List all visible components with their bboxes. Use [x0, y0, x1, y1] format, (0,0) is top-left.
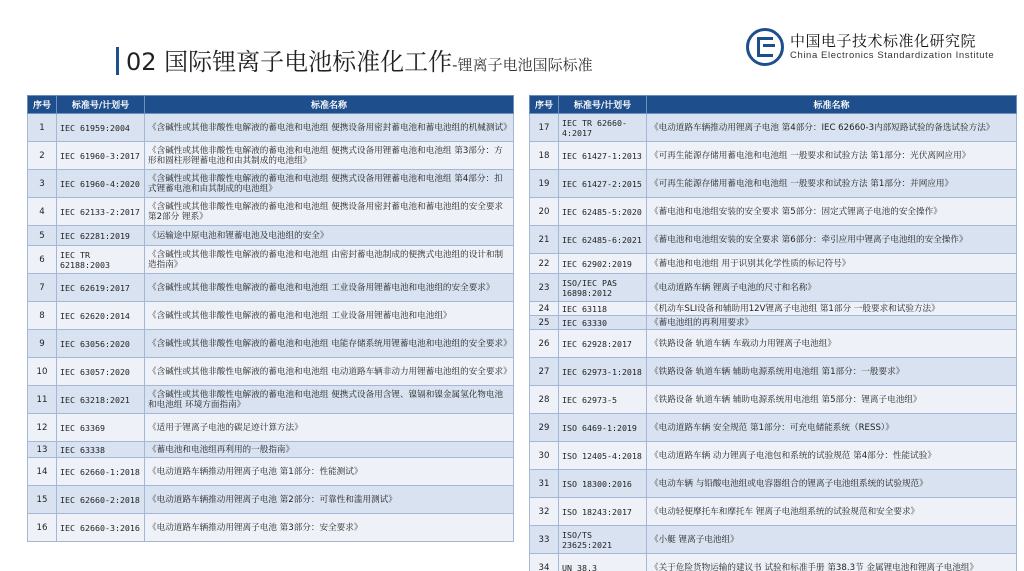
table-row: [28, 486, 514, 514]
cell-code: IEC 63218:2021: [57, 386, 145, 414]
cell-name: 《电动道路车辆推动用锂离子电池 第4部分：IEC 62660-3内部短路试验的备选试验方法》: [647, 114, 1017, 142]
cell-name: 《电动道路车辆推动用锂离子电池 第2部分：可靠性和滥用测试》: [145, 486, 514, 514]
cell-name: 《电动道路车辆 锂离子电池的尺寸和名称》: [647, 274, 1017, 302]
cell-code: IEC 62281:2019: [57, 226, 145, 246]
cell-name: 《蓄电池组的再利用要求》: [647, 316, 1017, 330]
cell-name: 《含碱性或其他非酸性电解液的蓄电池和电池组 便携式设备用锂蓄电池和电池组 第4部分：扣式锂蓄电池和由其制成的电池组》: [145, 170, 514, 198]
logo-english-name: China Electronics Standardization Institute: [790, 50, 995, 61]
cell-name: 《电动道路车辆推动用锂离子电池 第1部分：性能测试》: [145, 458, 514, 486]
cell-code: IEC 62619:2017: [57, 274, 145, 302]
cell-name: 《可再生能源存储用蓄电池和电池组 一般要求和试验方法 第1部分：光伏离网应用》: [647, 142, 1017, 170]
cell-name: 《可再生能源存储用蓄电池和电池组 一般要求和试验方法 第1部分：并网应用》: [647, 170, 1017, 198]
cell-name: 《铁路设备 轨道车辆 辅助电源系统用电池组 第5部分：锂离子电池组》: [647, 386, 1017, 414]
table-row: [28, 302, 514, 330]
cell-code: IEC TR 62660-4:2017: [559, 114, 647, 142]
cell-code: IEC 61959:2004: [57, 114, 145, 142]
cell-code: ISO 6469-1:2019: [559, 414, 647, 442]
cell-name: 《蓄电池和电池组安装的安全要求 第5部分：固定式锂离子电池的安全操作》: [647, 198, 1017, 226]
cell-code: ISO 18300:2016: [559, 470, 647, 498]
cell-code: IEC 62928:2017: [559, 330, 647, 358]
cell-code: ISO/IEC PAS 16898:2012: [559, 274, 647, 302]
table-row: [530, 302, 1017, 316]
cell-code: IEC 62660-3:2016: [57, 514, 145, 542]
cell-name: 《蓄电池和电池组 用于识别其化学性质的标记符号》: [647, 254, 1017, 274]
cell-name: 《蓄电池和电池组安装的安全要求 第6部分：牵引应用中锂离子电池组的安全操作》: [647, 226, 1017, 254]
cell-name: 《含碱性或其他非酸性电解液的蓄电池和电池组 便携式设备用锂蓄电池和电池组 第3部分：方形和圆柱形锂蓄电池和由其制成的电池组》: [145, 142, 514, 170]
cell-code: IEC 63056:2020: [57, 330, 145, 358]
cell-no: 3: [28, 170, 57, 198]
cell-name: 《含碱性或其他非酸性电解液的蓄电池和电池组 电动道路车辆非动力用锂蓄电池组的安全要求》: [145, 358, 514, 386]
title-main: 02 国际锂离子电池标准化工作: [126, 48, 453, 76]
cell-code: UN 38.3: [559, 554, 647, 571]
table-row: [530, 554, 1017, 571]
cell-no: 11: [28, 386, 57, 414]
cell-code: IEC 62902:2019: [559, 254, 647, 274]
cell-no: 26: [530, 330, 559, 358]
standards-table-right: [529, 95, 1017, 571]
cell-name: 《电动轻便摩托车和摩托车 锂离子电池组系统的试验规范和安全要求》: [647, 498, 1017, 526]
cell-code: IEC 63369: [57, 414, 145, 442]
cell-code: IEC 62660-1:2018: [57, 458, 145, 486]
cell-name: 《机动车SLI设备和辅助用12V锂离子电池组 第1部分 一般要求和试验方法》: [647, 302, 1017, 316]
header-name: 标准名称: [145, 96, 514, 114]
page-title: [126, 42, 593, 77]
cell-code: IEC 61960-3:2017: [57, 142, 145, 170]
cell-no: 30: [530, 442, 559, 470]
table-row: [530, 526, 1017, 554]
cell-no: 10: [28, 358, 57, 386]
cell-code: IEC 62485-5:2020: [559, 198, 647, 226]
cell-name: 《含碱性或其他非酸性电解液的蓄电池和电池组 便携式设备用含锂、镍镉和镍金属氢化物电池和电池组 环境方面指南》: [145, 386, 514, 414]
cell-no: 22: [530, 254, 559, 274]
table-row: [530, 198, 1017, 226]
table-row: [28, 458, 514, 486]
cell-code: IEC 63118: [559, 302, 647, 316]
cell-name: 《铁路设备 轨道车辆 辅助电源系统用电池组 第1部分：一般要求》: [647, 358, 1017, 386]
cell-code: IEC 62660-2:2018: [57, 486, 145, 514]
cell-code: IEC 63057:2020: [57, 358, 145, 386]
cell-code: ISO 18243:2017: [559, 498, 647, 526]
cell-no: 8: [28, 302, 57, 330]
cell-no: 16: [28, 514, 57, 542]
table-row: [28, 142, 514, 170]
cell-name: 《运输途中原电池和锂蓄电池及电池组的安全》: [145, 226, 514, 246]
cell-code: ISO/TS 23625:2021: [559, 526, 647, 554]
table-row: [530, 414, 1017, 442]
cell-name: 《含碱性或其他非酸性电解液的蓄电池和电池组 便携设备用密封蓄电池和蓄电池组的安全要求 第2部分 锂系》: [145, 198, 514, 226]
cell-code: ISO 12405-4:2018: [559, 442, 647, 470]
cell-name: 《含碱性或其他非酸性电解液的蓄电池和电池组 电能存储系统用锂蓄电池和电池组的安全要求》: [145, 330, 514, 358]
cell-no: 20: [530, 198, 559, 226]
cell-name: 《小艇 锂离子电池组》: [647, 526, 1017, 554]
cesi-logo-icon: [746, 28, 784, 66]
cell-code: IEC 61427-1:2013: [559, 142, 647, 170]
cell-no: 6: [28, 246, 57, 274]
table-row: [28, 514, 514, 542]
cell-no: 34: [530, 554, 559, 571]
cell-no: 14: [28, 458, 57, 486]
table-header-row: [530, 96, 1017, 114]
cell-no: 18: [530, 142, 559, 170]
cesi-logo: [746, 28, 995, 68]
cell-no: 19: [530, 170, 559, 198]
header-no: 序号: [28, 96, 57, 114]
cell-name: 《电动车辆 与铅酸电池组或电容器组合的锂离子电池组系统的试验规范》: [647, 470, 1017, 498]
table-row: [530, 330, 1017, 358]
cell-no: 23: [530, 274, 559, 302]
cell-code: IEC 62485-6:2021: [559, 226, 647, 254]
table-row: [530, 142, 1017, 170]
table-header-row: [28, 96, 514, 114]
cell-no: 29: [530, 414, 559, 442]
header-code: 标准号/计划号: [559, 96, 647, 114]
table-row: [28, 442, 514, 458]
header-no: 序号: [530, 96, 559, 114]
cell-name: 《电动道路车辆 动力锂离子电池包和系统的试验规范 第4部分：性能试验》: [647, 442, 1017, 470]
cell-name: 《含碱性或其他非酸性电解液的蓄电池和电池组 工业设备用锂蓄电池和电池组》: [145, 302, 514, 330]
header-name: 标准名称: [647, 96, 1017, 114]
table-row: [530, 498, 1017, 526]
table-row: [28, 386, 514, 414]
standards-table-left: [27, 95, 514, 542]
logo-chinese-name: 中国电子技术标准化研究院: [790, 32, 977, 50]
cell-no: 1: [28, 114, 57, 142]
cell-name: 《电动道路车辆 安全规范 第1部分：可充电储能系统（RESS）》: [647, 414, 1017, 442]
table-row: [530, 274, 1017, 302]
cell-code: IEC TR 62188:2003: [57, 246, 145, 274]
table-row: [28, 198, 514, 226]
cell-code: IEC 62620:2014: [57, 302, 145, 330]
table-row: [530, 170, 1017, 198]
table-row: [28, 246, 514, 274]
table-row: [530, 358, 1017, 386]
cell-name: 《含碱性或其他非酸性电解液的蓄电池和电池组 便携设备用密封蓄电池和蓄电池组的机械测试》: [145, 114, 514, 142]
cell-code: IEC 63338: [57, 442, 145, 458]
cell-name: 《电动道路车辆推动用锂离子电池 第3部分：安全要求》: [145, 514, 514, 542]
table-row: [28, 114, 514, 142]
cell-no: 12: [28, 414, 57, 442]
title-subtitle: -锂离子电池国际标准: [452, 56, 593, 74]
cell-no: 4: [28, 198, 57, 226]
cell-no: 25: [530, 316, 559, 330]
cell-code: IEC 62133-2:2017: [57, 198, 145, 226]
cell-no: 28: [530, 386, 559, 414]
table-row: [530, 226, 1017, 254]
cell-code: IEC 61427-2:2015: [559, 170, 647, 198]
cell-code: IEC 63330: [559, 316, 647, 330]
title-accent-bar: [116, 47, 119, 75]
cell-name: 《适用于锂离子电池的碳足迹计算方法》: [145, 414, 514, 442]
table-row: [28, 226, 514, 246]
table-row: [530, 114, 1017, 142]
cell-no: 7: [28, 274, 57, 302]
table-row: [530, 316, 1017, 330]
table-row: [530, 470, 1017, 498]
cell-no: 9: [28, 330, 57, 358]
cell-no: 31: [530, 470, 559, 498]
table-row: [530, 254, 1017, 274]
table-row: [28, 330, 514, 358]
cell-code: IEC 62973-1:2018: [559, 358, 647, 386]
cell-name: 《含碱性或其他非酸性电解液的蓄电池和电池组 由密封蓄电池制成的便携式电池组的设计和制造指南》: [145, 246, 514, 274]
cell-no: 32: [530, 498, 559, 526]
header-code: 标准号/计划号: [57, 96, 145, 114]
cell-no: 33: [530, 526, 559, 554]
cell-name: 《蓄电池和电池组再利用的一般指南》: [145, 442, 514, 458]
cell-name: 《关于危险货物运输的建议书 试验和标准手册 第38.3节 金属锂电池和锂离子电池组》: [647, 554, 1017, 571]
cell-name: 《含碱性或其他非酸性电解液的蓄电池和电池组 工业设备用锂蓄电池和电池组的安全要求》: [145, 274, 514, 302]
table-row: [28, 358, 514, 386]
table-row: [530, 386, 1017, 414]
cell-no: 15: [28, 486, 57, 514]
cell-no: 13: [28, 442, 57, 458]
cell-no: 24: [530, 302, 559, 316]
cell-code: IEC 62973-5: [559, 386, 647, 414]
table-row: [530, 442, 1017, 470]
cell-no: 21: [530, 226, 559, 254]
table-row: [28, 414, 514, 442]
cell-no: 2: [28, 142, 57, 170]
cell-no: 27: [530, 358, 559, 386]
cell-code: IEC 61960-4:2020: [57, 170, 145, 198]
table-row: [28, 170, 514, 198]
cell-name: 《铁路设备 轨道车辆 车载动力用锂离子电池组》: [647, 330, 1017, 358]
table-row: [28, 274, 514, 302]
cell-no: 5: [28, 226, 57, 246]
cell-no: 17: [530, 114, 559, 142]
